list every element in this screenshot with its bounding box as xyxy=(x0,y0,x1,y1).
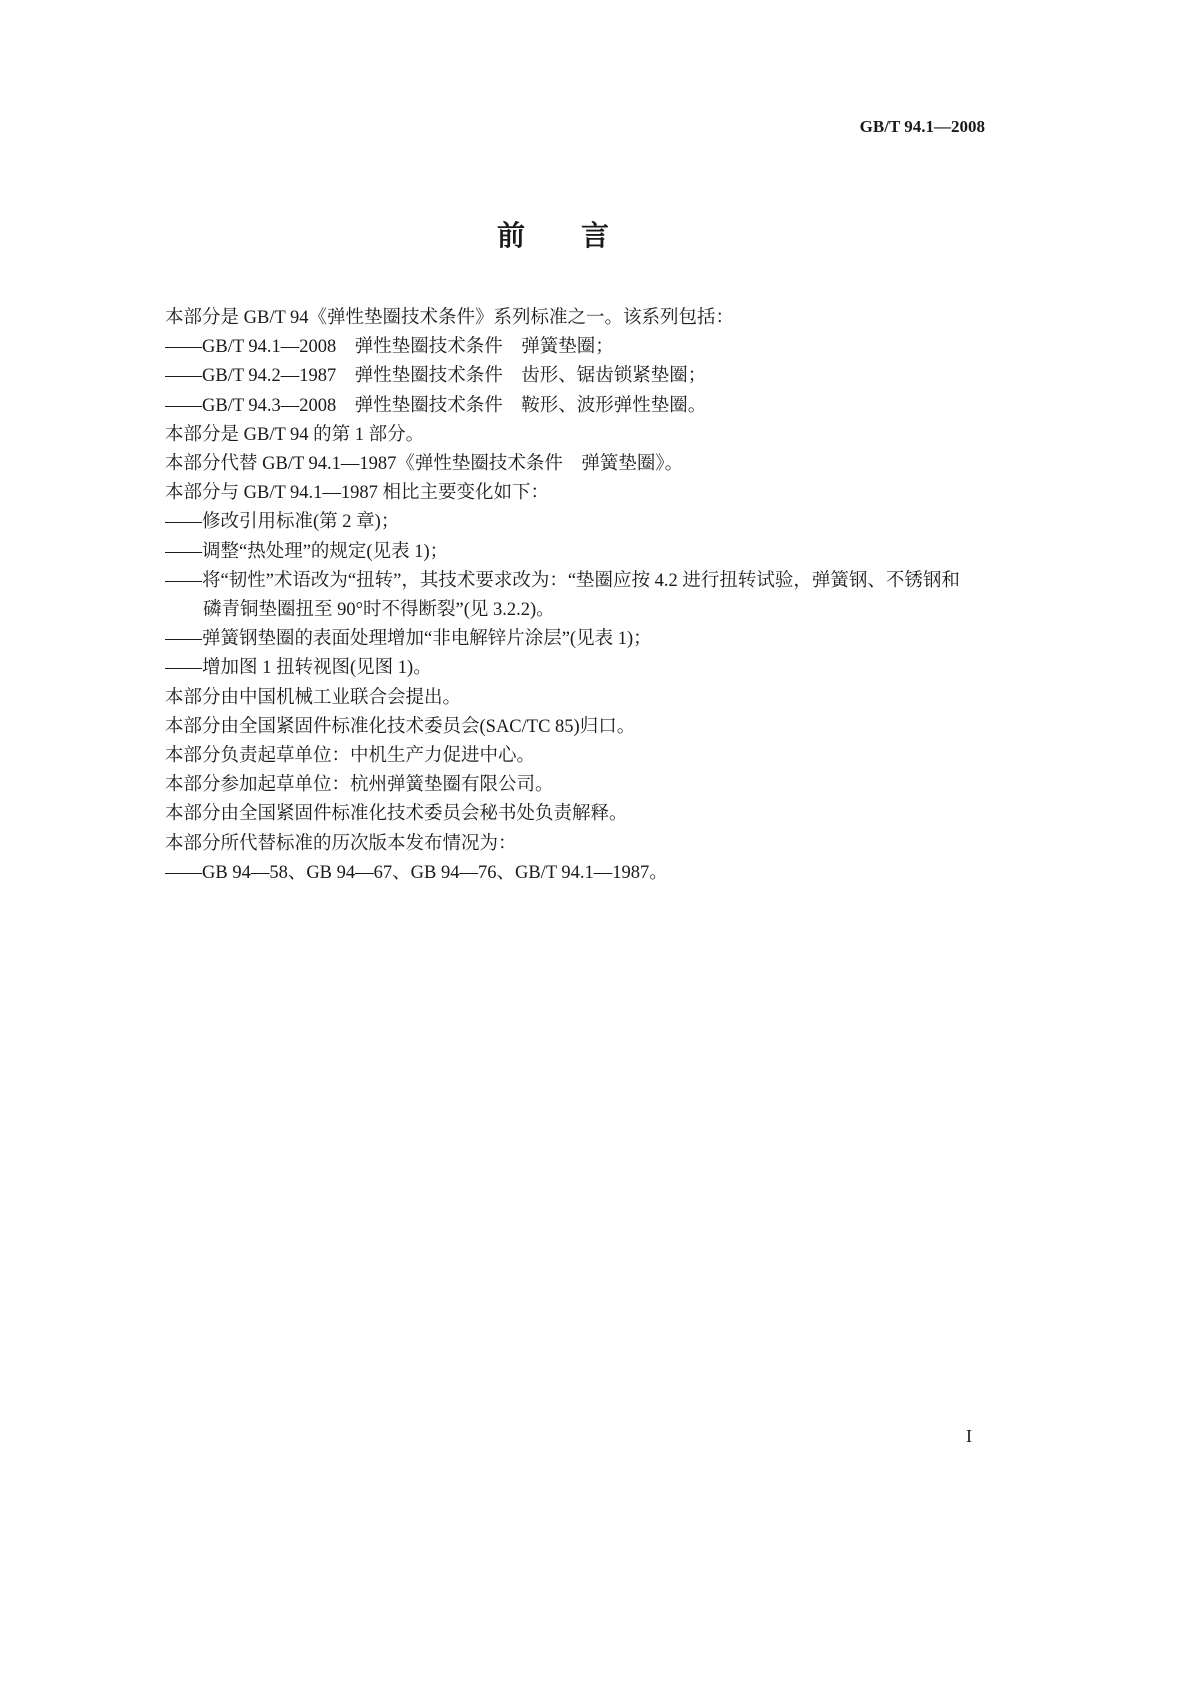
change-list-item: ——增加图 1 扭转视图(见图 1)。 xyxy=(165,658,432,679)
page-title: 前 言 xyxy=(497,219,610,252)
version-history-item: ——GB 94—58、GB 94—67、GB 94—76、GB/T 94.1—1987。 xyxy=(165,862,668,883)
change-list-item: ——弹簧钢垫圈的表面处理增加“非电解锌片涂层”(见表 1)； xyxy=(165,629,652,650)
preface-line: 本部分是 GB/T 94《弹性垫圈技术条件》系列标准之一。该系列包括： xyxy=(165,308,735,328)
preface-line: 本部分由全国紧固件标准化技术委员会(SAC/TC 85)归口。 xyxy=(165,716,636,737)
preface-line: 本部分所代替标准的历次版本发布情况为： xyxy=(165,833,517,854)
series-list-item: ——GB/T 94.3—2008 弹性垫圈技术条件 鞍形、波形弹性垫圈。 xyxy=(165,395,707,416)
preface-line: 本部分由全国紧固件标准化技术委员会秘书处负责解释。 xyxy=(165,804,628,825)
change-list-item: ——修改引用标准(第 2 章)； xyxy=(165,512,400,533)
preface-body xyxy=(165,304,995,888)
page-number: I xyxy=(966,1426,972,1446)
preface-line: 本部分是 GB/T 94 的第 1 部分。 xyxy=(165,424,425,445)
change-list-item: ——调整“热处理”的规定(见表 1)； xyxy=(165,541,449,562)
change-list-item-continuation: 磷青铜垫圈扭至 90°时不得断裂”(见 3.2.2)。 xyxy=(203,600,555,621)
preface-line: 本部分由中国机械工业联合会提出。 xyxy=(165,687,462,708)
document-number: GB/T 94.1—2008 xyxy=(859,117,985,136)
preface-line: 本部分代替 GB/T 94.1—1987《弹性垫圈技术条件 弹簧垫圈》。 xyxy=(165,454,684,475)
preface-line: 本部分参加起草单位：杭州弹簧垫圈有限公司。 xyxy=(165,775,554,796)
series-list-item: ——GB/T 94.2—1987 弹性垫圈技术条件 齿形、锯齿锁紧垫圈； xyxy=(165,366,707,387)
preface-line: 本部分与 GB/T 94.1—1987 相比主要变化如下： xyxy=(165,483,550,504)
change-list-item: ——将“韧性”术语改为“扭转”，其技术要求改为：“垫圈应按 4.2 进行扭转试验，弹簧钢、不锈钢和 xyxy=(165,570,960,591)
series-list-item: ——GB/T 94.1—2008 弹性垫圈技术条件 弹簧垫圈； xyxy=(165,337,614,358)
preface-line: 本部分负责起草单位：中机生产力促进中心。 xyxy=(165,746,536,767)
